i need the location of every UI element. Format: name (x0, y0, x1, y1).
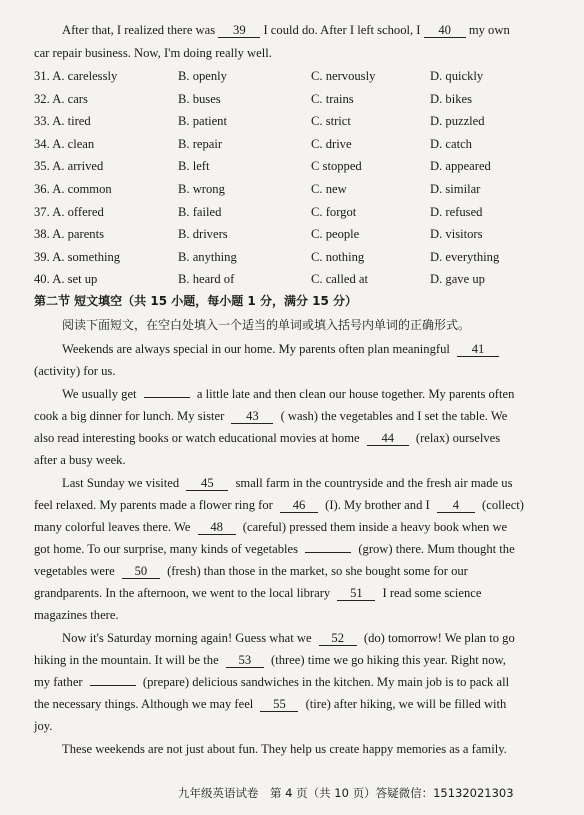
blank-50: 50 (122, 565, 160, 579)
intro-line-2: car repair business. Now, I'm doing really well. (34, 46, 272, 60)
p3-line-6 (34, 585, 481, 601)
p3-line-3 (34, 519, 507, 535)
p3-line-1 (62, 475, 512, 491)
option-text: C. strict (311, 114, 351, 129)
blank-48: 48 (198, 521, 236, 535)
option-35-b (178, 158, 209, 174)
text: (fresh) than those in the market, so she bought some for our (167, 564, 468, 578)
option-text: B. openly (178, 69, 227, 83)
option-40-c (311, 271, 368, 287)
text: (careful) pressed them inside a heavy book when we (242, 520, 508, 534)
option-text: C. nothing (311, 249, 365, 264)
blank-55: 55 (260, 698, 298, 712)
question-number: 39. (34, 249, 50, 264)
text: (tire) after hiking, we will be filled with (305, 697, 507, 711)
option-text: A. set up (52, 272, 98, 287)
intro-line-1 (62, 22, 510, 38)
blank-40: 40 (424, 24, 466, 38)
option-31-b (178, 68, 227, 84)
question-number: 35. (34, 159, 50, 174)
question-number: 36. (34, 182, 50, 196)
option-40-d (430, 271, 485, 287)
text: small farm in the countryside and the fresh air made us (235, 476, 513, 490)
p3-line-4 (34, 541, 515, 557)
text: also read interesting books or watch educational movies at home (34, 431, 360, 445)
option-text: B. drivers (178, 227, 228, 242)
option-33-d (430, 113, 485, 129)
text: Now it's Saturday morning again! Guess what we (62, 631, 312, 645)
text: (grow) there. Mum thought the (358, 542, 515, 556)
blank-41: 41 (457, 343, 499, 357)
section-instruction: 阅读下面短文，在空白处填入一个适当的单词或填入括号内单词的正确形式。 (62, 318, 471, 332)
option-text: D. catch (430, 136, 472, 151)
option-38-d (430, 226, 482, 242)
option-31-a (34, 68, 117, 84)
option-38-c (311, 226, 359, 242)
p4-line-2 (34, 652, 506, 668)
option-34-c (311, 136, 352, 152)
option-35-c (311, 158, 362, 174)
p4-line-4 (34, 696, 506, 712)
text: my father (34, 675, 83, 689)
blank-49 (305, 552, 351, 553)
option-text: B. heard of (178, 272, 235, 287)
option-text: B. left (178, 159, 210, 174)
option-text: D. bikes (430, 91, 472, 106)
question-number: 33. (34, 114, 50, 129)
option-text: C. drive (311, 136, 352, 151)
text: my own (468, 23, 510, 37)
option-text: B. patient (178, 114, 227, 129)
text: (collect) (482, 498, 524, 512)
option-text: C. trains (311, 91, 354, 106)
blank-43: 43 (231, 410, 273, 424)
option-text: A. arrived (52, 159, 104, 174)
text: feel relaxed. My parents made a flower ring for (34, 498, 273, 512)
option-32-a (34, 91, 88, 107)
option-text: C stopped (311, 159, 362, 174)
p2-line-3 (34, 430, 500, 446)
p4-line-1 (62, 630, 515, 646)
option-32-d (430, 91, 472, 107)
p1-line-1 (62, 341, 499, 357)
blank-52: 52 (319, 632, 357, 646)
option-31-c (311, 68, 375, 84)
option-text: A. offered (52, 204, 104, 219)
option-34-a (34, 136, 94, 152)
blank-42 (144, 397, 190, 398)
question-number: 31. (34, 69, 50, 83)
option-text: A. clean (52, 136, 95, 151)
option-text: C. called at (311, 272, 368, 287)
p3-line-7: magazines there. (34, 608, 119, 622)
option-text: C. new (311, 182, 347, 196)
option-text: B. repair (178, 136, 223, 151)
text: (prepare) delicious sandwiches in the kitchen. My main job is to pack all (142, 675, 510, 689)
option-text: D. gave up (430, 272, 485, 287)
option-text: A. parents (52, 227, 104, 242)
text: (relax) ourselves (415, 431, 501, 445)
option-text: D. appeared (430, 159, 491, 174)
page-footer: 九年级英语试卷 第 4 页（共 10 页）答疑微信：15132021303 (178, 786, 514, 800)
p1-line-2: (activity) for us. (34, 364, 116, 378)
option-text: D. similar (430, 182, 481, 196)
text: (three) time we go hiking this year. Right now, (271, 653, 506, 667)
text: Weekends are always special in our home. My parents often plan meaningful (62, 342, 450, 356)
option-33-a (34, 113, 91, 129)
option-text: D. everything (430, 249, 500, 264)
text: After that, I realized there was (62, 23, 216, 37)
option-text: A. cars (52, 91, 88, 106)
blank-47: 4 (437, 499, 475, 513)
option-32-c (311, 91, 354, 107)
text: I read some science (382, 586, 482, 600)
option-34-d (430, 136, 472, 152)
option-text: D. puzzled (430, 114, 485, 129)
text: a little late and then clean our house together. My parents often (196, 387, 515, 401)
option-37-d (430, 204, 482, 220)
option-text: C. forgot (311, 204, 357, 219)
option-39-c (311, 249, 364, 265)
blank-51: 51 (337, 587, 375, 601)
option-37-c (311, 204, 356, 220)
p2-line-2 (34, 408, 507, 424)
text: (I). My brother and I (325, 498, 430, 512)
text: got home. To our surprise, many kinds of vegetables (34, 542, 299, 556)
blank-53: 53 (226, 654, 264, 668)
option-text: A. tired (52, 114, 91, 129)
option-text: A. carelessly (52, 69, 118, 83)
option-text: B. failed (178, 204, 222, 219)
option-text: A. something (52, 249, 121, 264)
option-39-a (34, 249, 120, 265)
text: (do) tomorrow! We plan to go (363, 631, 515, 645)
text: We usually get (62, 387, 137, 401)
option-31-d (430, 68, 483, 84)
option-34-b (178, 136, 222, 152)
text: ( wash) the vegetables and I set the table. We (280, 409, 508, 423)
option-35-d (430, 158, 491, 174)
option-38-a (34, 226, 104, 242)
p3-line-2 (34, 497, 524, 513)
option-33-b (178, 113, 227, 129)
text: many colorful leaves there. We (34, 520, 191, 534)
text: cook a big dinner for lunch. My sister (34, 409, 225, 423)
text: grandparents. In the afternoon, we went to the local library (34, 586, 331, 600)
option-39-b (178, 249, 237, 265)
option-40-a (34, 271, 97, 287)
option-text: C. people (311, 227, 360, 242)
option-38-b (178, 226, 228, 242)
p2-line-1 (62, 386, 514, 402)
option-text: C. nervously (311, 69, 376, 83)
option-36-b (178, 181, 225, 197)
question-number: 37. (34, 204, 50, 219)
blank-54 (90, 685, 136, 686)
blank-45: 45 (186, 477, 228, 491)
option-text: D. refused (430, 204, 483, 219)
option-36-d (430, 181, 480, 197)
question-number: 40. (34, 272, 50, 287)
option-32-b (178, 91, 221, 107)
option-36-c (311, 181, 347, 197)
p3-line-5 (34, 563, 468, 579)
text: I could do. After I left school, I (263, 23, 421, 37)
p2-line-4: after a busy week. (34, 453, 126, 467)
option-39-d (430, 249, 499, 265)
p5-line-1: These weekends are not just about fun. They help us create happy memories as a family. (62, 742, 507, 756)
option-text: B. anything (178, 249, 237, 264)
text: hiking in the mountain. It will be the (34, 653, 219, 667)
option-33-c (311, 113, 351, 129)
text: vegetables were (34, 564, 115, 578)
blank-44: 44 (367, 432, 409, 446)
option-text: D. visitors (430, 227, 483, 242)
section-heading: 第二节 短文填空（共 15 小题，每小题 1 分，满分 15 分） (34, 294, 357, 308)
option-37-b (178, 204, 221, 220)
option-text: B. wrong (178, 182, 225, 196)
option-text: B. buses (178, 91, 221, 106)
option-40-b (178, 271, 234, 287)
question-number: 32. (34, 91, 50, 106)
blank-39: 39 (218, 24, 260, 38)
p4-line-5: joy. (34, 719, 53, 733)
option-37-a (34, 204, 104, 220)
option-text: D. quickly (430, 69, 484, 83)
question-number: 38. (34, 227, 50, 242)
p4-line-3 (34, 674, 509, 690)
option-text: A. common (52, 182, 112, 196)
text: the necessary things. Although we may feel (34, 697, 254, 711)
blank-46: 46 (280, 499, 318, 513)
question-number: 34. (34, 136, 50, 151)
text: Last Sunday we visited (62, 476, 180, 490)
option-36-a (34, 181, 112, 197)
option-35-a (34, 158, 103, 174)
